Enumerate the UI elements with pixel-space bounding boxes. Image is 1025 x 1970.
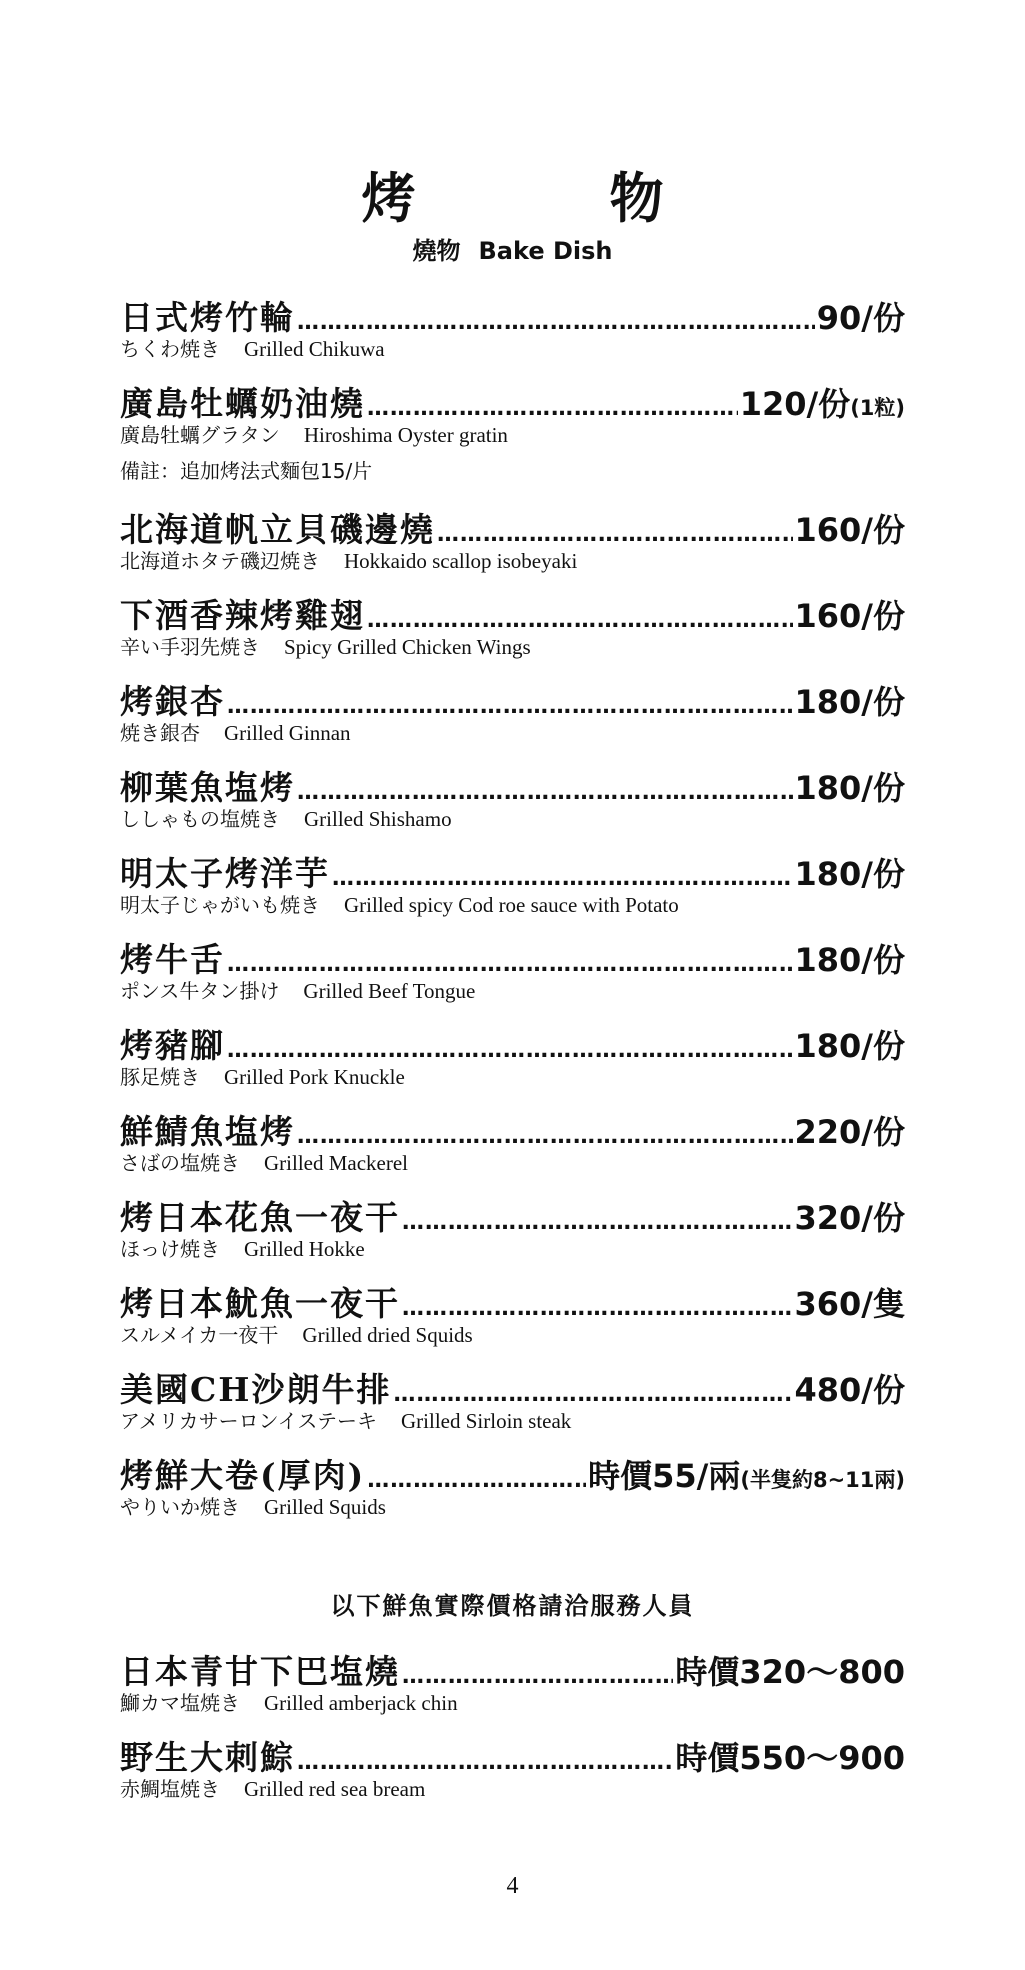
item-price: 180/份 [794,855,905,893]
item-name-jp: アメリカサーロンイステーキ [120,1409,377,1433]
price-value: 120/份 [739,385,851,423]
item-name-jp: ポンス牛タン掛け [120,979,280,1003]
menu-item [120,292,905,362]
item-name-jp: 豚足焼き [120,1065,200,1089]
item-name: 烤日本花魚一夜干 [120,1198,400,1237]
menu-item [120,1106,905,1176]
dot-leader [367,396,738,421]
item-name-jp: 鰤カマ塩焼き [120,1691,240,1715]
item-name-jp: 廣島牡蠣グラタン [120,423,280,447]
item-name: 烤牛舌 [120,940,225,979]
menu-item [120,676,905,746]
item-name-en: Grilled Ginnan [224,721,351,745]
item-name-en: Grilled Shishamo [304,807,452,831]
item-name: 烤豬腳 [120,1026,225,1065]
item-price [740,379,905,425]
item-price: 160/份 [794,511,905,549]
menu-item [120,504,905,574]
item-price: 90/份 [816,299,905,337]
menu-item [120,1646,905,1716]
dot-leader [227,1038,793,1063]
dot-leader [367,608,793,633]
item-name: 廣島牡蠣奶油燒 [120,384,365,423]
item-price: 160/份 [794,597,905,635]
item-name-jp: ししゃもの塩焼き [120,807,280,831]
section-note: 以下鮮魚實際價格請洽服務人員 [330,1592,695,1620]
dot-leader [297,310,815,335]
item-name-en: Hokkaido scallop isobeyaki [344,549,578,573]
dot-leader [297,1124,793,1149]
item-name-jp: 明太子じゃがいも焼き [120,893,320,917]
menu-item [120,1364,905,1434]
item-price: 時價550～900 [675,1739,905,1777]
item-name-jp: 北海道ホタテ磯辺焼き [120,549,320,573]
item-price: 180/份 [794,769,905,807]
item-price: 480/份 [794,1371,905,1409]
item-name: 烤鮮大卷(厚肉) [120,1456,366,1495]
item-price: 180/份 [794,1027,905,1065]
item-name-en: Grilled Hokke [244,1237,365,1261]
dot-leader [227,694,793,719]
item-name-en: Grilled Mackerel [264,1151,409,1175]
item-price: 220/份 [794,1113,905,1151]
page-subtitle [0,236,1025,266]
menu-item [120,1450,905,1520]
dot-leader [227,952,793,977]
item-name-jp: ちくわ焼き [120,337,220,361]
item-name: 下酒香辣烤雞翅 [120,596,365,635]
item-name: 鮮鯖魚塩烤 [120,1112,295,1151]
item-name-en: Grilled spicy Cod roe sauce with Potato [344,893,679,917]
item-name: 烤日本魷魚一夜干 [120,1284,400,1323]
menu-item [120,1020,905,1090]
price-value: 時價55/兩 [588,1457,741,1495]
page-title: 烤 物 [361,166,734,230]
item-name-en: Grilled Chikuwa [244,337,385,361]
item-name: 明太子烤洋芋 [120,854,330,893]
menu-item [120,1278,905,1348]
item-name-en: Grilled Pork Knuckle [224,1065,405,1089]
item-name: 烤銀杏 [120,682,225,721]
item-name-jp: 焼き銀杏 [120,721,200,745]
price-note: (半隻約8~11兩) [740,1468,905,1492]
dot-leader [402,1664,673,1689]
item-remark: 備註：追加烤法式麵包15/片 [120,459,373,483]
subtitle-en: Bake Dish [478,237,613,265]
dot-leader [437,522,793,547]
item-name-jp: スルメイカ一夜干 [120,1323,279,1347]
item-price: 360/隻 [794,1285,905,1323]
item-price: 180/份 [794,941,905,979]
dot-leader [367,1468,586,1493]
item-name: 日式烤竹輪 [120,298,295,337]
item-price: 時價320～800 [675,1653,905,1691]
item-price: 180/份 [794,683,905,721]
item-name: 野生大刺鯮 [120,1738,295,1777]
menu-item [120,378,905,484]
menu-item [120,934,905,1004]
menu-item [120,762,905,832]
item-name-en: Spicy Grilled Chicken Wings [284,635,531,659]
dot-leader [402,1296,793,1321]
item-name-en: Grilled Squids [264,1495,386,1519]
dot-leader [393,1382,792,1407]
item-name: 日本青甘下巴塩燒 [120,1652,400,1691]
item-name: 北海道帆立貝磯邊燒 [120,510,435,549]
menu-item [120,1192,905,1262]
item-name-en: Grilled Beef Tongue [303,979,476,1003]
dot-leader [297,1750,673,1775]
dot-leader [402,1210,793,1235]
item-name: 柳葉魚塩烤 [120,768,295,807]
item-name-en: Grilled dried Squids [302,1323,473,1347]
menu-item [120,1732,905,1802]
price-note: (1粒) [850,396,905,420]
item-name-en: Grilled amberjack chin [264,1691,458,1715]
item-price [588,1451,905,1497]
item-name-jp: 赤鯛塩焼き [120,1777,220,1801]
item-name-en: Grilled red sea bream [244,1777,426,1801]
dot-leader [332,866,793,891]
menu-item [120,848,905,918]
menu-item [120,590,905,660]
item-name-jp: ほっけ焼き [120,1237,220,1261]
item-name-jp: さばの塩焼き [120,1151,240,1175]
subtitle-jp: 燒物 [412,237,461,265]
dot-leader [297,780,793,805]
item-name-jp: やりいか焼き [120,1495,240,1519]
page-number: 4 [506,1873,519,1899]
item-name-en: Grilled Sirloin steak [401,1409,572,1433]
item-price: 320/份 [794,1199,905,1237]
item-name: 美國CH沙朗牛排 [120,1370,392,1409]
item-name-jp: 辛い手羽先焼き [120,635,260,659]
item-name-en: Hiroshima Oyster gratin [303,423,508,447]
